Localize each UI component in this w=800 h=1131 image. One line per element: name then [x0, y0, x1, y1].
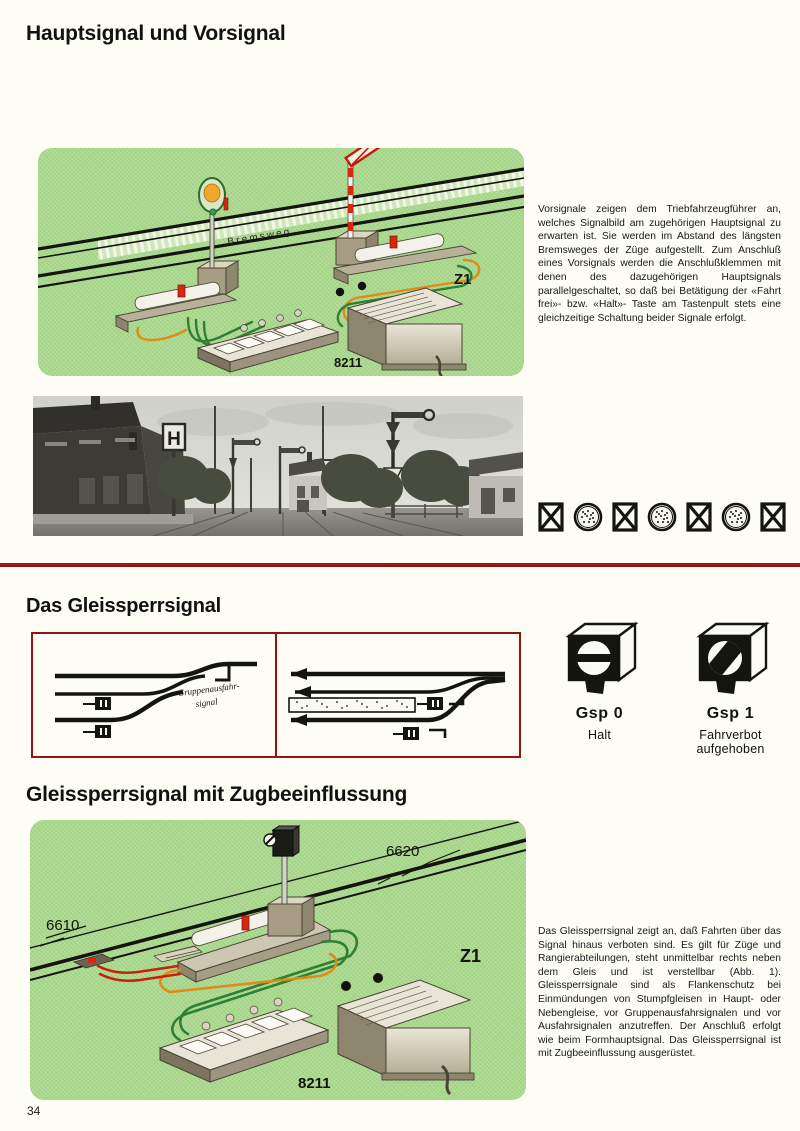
bremsweg-label: Bremsweg: [226, 226, 293, 248]
page-title-gleissperrsignal: Das Gleissperrsignal: [26, 595, 221, 617]
dotted-circle-icon: [573, 502, 603, 532]
transformer-z1: [338, 946, 481, 1094]
track-schematic-right: [275, 634, 519, 756]
track-schematic-panels: [31, 632, 521, 758]
decorative-symbol-strip: [538, 497, 786, 537]
body-text-vorsignal: Vorsignale zeigen dem Triebfahrzeugführer an, welches Signalbild am zugehörigen Hauptsignal zu erwarten ist. Sie werden im Abstand des längsten Bremsweges der Züge aufgestellt. Zum Anschluß eines Vorsignals werden die Anschlußklemmen mit denen des dazugehörigen Hauptsignals parallelgeschaltet, so daß bei Betätigung der «Fahrt frei»- bzw. «Halt»- Taste am Tastenpult stets eine gleichzeitige Schaltung beider Signale erfolgt.: [538, 204, 781, 324]
direction-arrow: [291, 714, 307, 726]
semaphore-mast: [348, 160, 353, 238]
h-sign-label: H: [167, 429, 181, 450]
gsp-symbol-0: [541, 618, 659, 766]
gsp0-caption: Halt: [587, 728, 612, 742]
dotted-circle-icon: [647, 502, 677, 532]
crossed-box-icon: [686, 502, 712, 532]
gsp-marker: [83, 725, 111, 738]
keyboard-label-8211: 8211: [334, 355, 363, 370]
crossed-box-icon: [760, 502, 786, 532]
direction-arrow: [295, 686, 311, 698]
gsp1-caption: Fahrverbot aufgehoben: [696, 728, 765, 756]
body-text-gleissperrsignal: Das Gleissperrsignal zeigt an, daß Fahrten über das Signal hinaus verboten sind. Es gilt für Züge und Rangierabteilungen, steht unmittelbar rechts neben dem Gleis und ist verstellbar (Abb. 1). Gleissperrsignale sind als Flankenschutz bei Einmündungen von Stumpfgleisen in Haupt- oder Nebengleise, vor Gruppenausfahrsignalen und vor Ausfahrsignalen anzutreffen. Der Anschluß erfolgt wie beim Formhauptsignal. Das Gleissperrsignal ist mit Zugbeeinflussung ausgerüstet.: [538, 926, 781, 1060]
terminal-orange: [341, 981, 351, 991]
keyboard-label-8211: 8211: [298, 1075, 331, 1092]
crossed-box-icon: [538, 502, 564, 532]
gruppenausfahrsignal-label-line2: signal: [195, 696, 219, 709]
gsp-symbol-group: [534, 618, 796, 766]
gsp1-fahrverbot-aufgehoben-icon: [688, 618, 774, 700]
gsp-symbol-1: [672, 618, 790, 766]
gsp1-code: Gsp 1: [706, 705, 755, 722]
crossed-box-icon: [612, 502, 638, 532]
gsp-marker: [83, 697, 111, 710]
gruppenausfahrsignal-label-line1: Gruppenausfahr-: [177, 680, 241, 698]
transformer-label-z1: Z1: [454, 271, 472, 288]
section-divider: [0, 563, 800, 567]
direction-arrow: [291, 668, 307, 680]
semaphore-arm: [345, 148, 395, 167]
track-schematic-left: [33, 634, 275, 756]
page-number: 34: [27, 1104, 41, 1118]
vorsignal-base-module: [116, 281, 236, 332]
illustration-gleissperrsignal-zugbeeinflussung: [30, 820, 526, 1100]
transformer-label-z1: Z1: [460, 946, 482, 966]
terminal-black: [373, 973, 383, 983]
dotted-circle-icon: [721, 502, 751, 532]
illustration-hauptsignal-vorsignal: [38, 148, 524, 376]
page-title-hauptsignal: Hauptsignal und Vorsignal: [26, 22, 286, 45]
page-title-zugbeeinflussung: Gleissperrsignal mit Zugbeeinflussung: [26, 783, 408, 806]
label-6620: 6620: [386, 843, 420, 860]
gsp-marker: [393, 727, 445, 740]
gsp0-code: Gsp 0: [575, 705, 624, 722]
gsp0-halt-icon: [557, 618, 643, 700]
hatched-platform: [289, 698, 415, 712]
label-6610: 6610: [46, 917, 80, 934]
photo-station-signals: [33, 396, 523, 536]
